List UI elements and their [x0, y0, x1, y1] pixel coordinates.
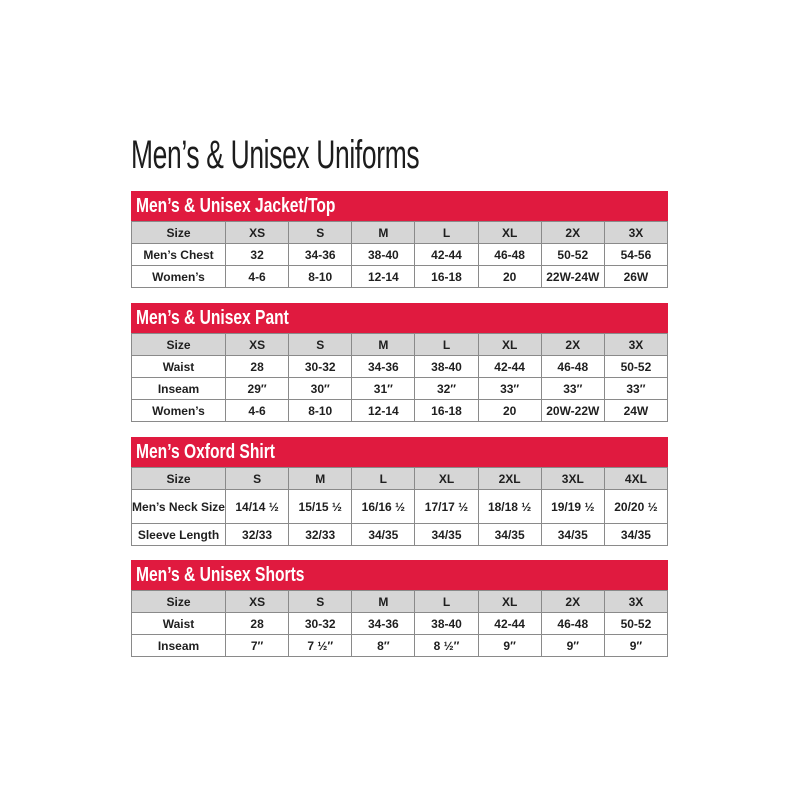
value-cell: 8-10 — [289, 400, 352, 422]
value-cell: 34/35 — [604, 524, 667, 546]
value-cell: 34/35 — [541, 524, 604, 546]
size-cell: S — [289, 591, 352, 613]
value-cell: 42-44 — [478, 356, 541, 378]
value-cell: 26W — [604, 266, 667, 288]
size-cell: 2XL — [478, 468, 541, 490]
value-cell: 30-32 — [289, 613, 352, 635]
table-row — [132, 635, 668, 657]
value-cell: 30″ — [289, 378, 352, 400]
value-cell: 34-36 — [289, 244, 352, 266]
value-cell: 9″ — [604, 635, 667, 657]
value-cell: 19/19 ½ — [541, 490, 604, 524]
value-cell: 8-10 — [289, 266, 352, 288]
value-cell: 16/16 ½ — [352, 490, 415, 524]
value-cell: 20 — [478, 266, 541, 288]
size-cell: S — [289, 334, 352, 356]
value-cell: 24W — [604, 400, 667, 422]
row-label: Women’s — [132, 400, 226, 422]
size-cell: L — [415, 591, 478, 613]
value-cell: 46-48 — [541, 613, 604, 635]
chart-heading: Men’s & Unisex Jacket/Top — [131, 191, 668, 221]
size-label: Size — [132, 334, 226, 356]
size-cell: S — [226, 468, 289, 490]
value-cell: 16-18 — [415, 400, 478, 422]
chart-heading: Men’s & Unisex Shorts — [131, 560, 668, 590]
table-row — [132, 613, 668, 635]
value-cell: 31″ — [352, 378, 415, 400]
table-row — [132, 356, 668, 378]
size-cell: 4XL — [604, 468, 667, 490]
value-cell: 14/14 ½ — [226, 490, 289, 524]
row-label: Waist — [132, 356, 226, 378]
value-cell: 38-40 — [415, 613, 478, 635]
value-cell: 18/18 ½ — [478, 490, 541, 524]
size-table — [131, 221, 668, 288]
value-cell: 34-36 — [352, 613, 415, 635]
size-table — [131, 590, 668, 657]
value-cell: 38-40 — [415, 356, 478, 378]
size-table — [131, 333, 668, 422]
row-label: Women’s — [132, 266, 226, 288]
table-row — [132, 400, 668, 422]
size-cell: L — [415, 334, 478, 356]
value-cell: 17/17 ½ — [415, 490, 478, 524]
value-cell: 33″ — [478, 378, 541, 400]
value-cell: 16-18 — [415, 266, 478, 288]
row-label: Men’s Chest — [132, 244, 226, 266]
table-row — [132, 244, 668, 266]
value-cell: 15/15 ½ — [289, 490, 352, 524]
size-cell: 3X — [604, 334, 667, 356]
value-cell: 20W-22W — [541, 400, 604, 422]
value-cell: 4-6 — [226, 400, 289, 422]
value-cell: 50-52 — [604, 613, 667, 635]
row-label: Waist — [132, 613, 226, 635]
size-cell: XL — [478, 222, 541, 244]
value-cell: 12-14 — [352, 400, 415, 422]
table-row — [132, 378, 668, 400]
size-chart-jacket-top — [131, 191, 668, 288]
table-row — [132, 266, 668, 288]
value-cell: 20/20 ½ — [604, 490, 667, 524]
size-cell: M — [289, 468, 352, 490]
value-cell: 22W-24W — [541, 266, 604, 288]
value-cell: 34-36 — [352, 356, 415, 378]
value-cell: 54-56 — [604, 244, 667, 266]
value-cell: 33″ — [604, 378, 667, 400]
row-label: Inseam — [132, 378, 226, 400]
size-cell: M — [352, 222, 415, 244]
value-cell: 50-52 — [604, 356, 667, 378]
size-cell: M — [352, 334, 415, 356]
size-cell: XL — [478, 334, 541, 356]
row-label: Inseam — [132, 635, 226, 657]
value-cell: 32 — [226, 244, 289, 266]
value-cell: 33″ — [541, 378, 604, 400]
value-cell: 32/33 — [226, 524, 289, 546]
value-cell: 34/35 — [352, 524, 415, 546]
value-cell: 46-48 — [478, 244, 541, 266]
row-label: Men’s Neck Size — [132, 490, 226, 524]
size-label: Size — [132, 222, 226, 244]
row-label: Sleeve Length — [132, 524, 226, 546]
value-cell: 34/35 — [415, 524, 478, 546]
size-cell: 2X — [541, 591, 604, 613]
value-cell: 32/33 — [289, 524, 352, 546]
chart-heading: Men’s & Unisex Pant — [131, 303, 668, 333]
size-cell: XS — [226, 591, 289, 613]
size-label: Size — [132, 591, 226, 613]
size-header-row — [132, 468, 668, 490]
chart-heading: Men’s Oxford Shirt — [131, 437, 668, 467]
value-cell: 34/35 — [478, 524, 541, 546]
size-header-row — [132, 334, 668, 356]
size-cell: 3XL — [541, 468, 604, 490]
size-cell: 3X — [604, 222, 667, 244]
value-cell: 30-32 — [289, 356, 352, 378]
page-title: Men’s & Unisex Uniforms — [131, 133, 420, 177]
size-cell: XS — [226, 222, 289, 244]
value-cell: 38-40 — [352, 244, 415, 266]
size-cell: L — [352, 468, 415, 490]
value-cell: 8 ½″ — [415, 635, 478, 657]
value-cell: 9″ — [478, 635, 541, 657]
size-chart-oxford-shirt — [131, 437, 668, 546]
value-cell: 8″ — [352, 635, 415, 657]
size-cell: M — [352, 591, 415, 613]
value-cell: 4-6 — [226, 266, 289, 288]
size-cell: XL — [478, 591, 541, 613]
size-header-row — [132, 591, 668, 613]
size-table — [131, 467, 668, 546]
value-cell: 7 ½″ — [289, 635, 352, 657]
size-label: Size — [132, 468, 226, 490]
table-row — [132, 524, 668, 546]
size-header-row — [132, 222, 668, 244]
value-cell: 9″ — [541, 635, 604, 657]
value-cell: 7″ — [226, 635, 289, 657]
value-cell: 20 — [478, 400, 541, 422]
value-cell: 50-52 — [541, 244, 604, 266]
size-chart-shorts — [131, 560, 668, 657]
size-chart-pant — [131, 303, 668, 422]
value-cell: 32″ — [415, 378, 478, 400]
table-row — [132, 490, 668, 524]
value-cell: 46-48 — [541, 356, 604, 378]
size-cell: 2X — [541, 222, 604, 244]
value-cell: 29″ — [226, 378, 289, 400]
value-cell: 42-44 — [415, 244, 478, 266]
size-cell: S — [289, 222, 352, 244]
size-cell: L — [415, 222, 478, 244]
value-cell: 28 — [226, 356, 289, 378]
value-cell: 42-44 — [478, 613, 541, 635]
size-cell: XS — [226, 334, 289, 356]
value-cell: 12-14 — [352, 266, 415, 288]
size-cell: 3X — [604, 591, 667, 613]
value-cell: 28 — [226, 613, 289, 635]
size-cell: 2X — [541, 334, 604, 356]
size-cell: XL — [415, 468, 478, 490]
